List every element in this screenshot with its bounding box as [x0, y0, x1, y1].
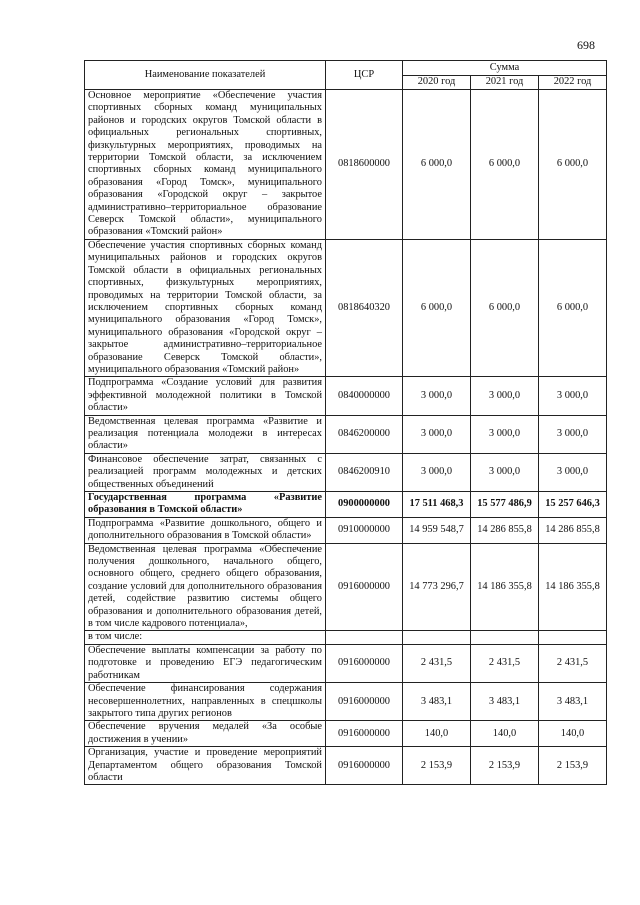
row-value-2021: 140,0 — [471, 721, 539, 747]
row-value-2020 — [403, 631, 471, 644]
row-value-2021: 3 000,0 — [471, 453, 539, 491]
table-row — [85, 644, 607, 682]
row-csr: 0916000000 — [326, 644, 403, 682]
row-name: Обеспечение вручения медалей «За особые достижения в учении» — [85, 721, 326, 747]
row-name: Подпрограмма «Создание условий для развития эффективной молодежной политики в Томской области» — [85, 377, 326, 415]
row-value-2021: 3 483,1 — [471, 683, 539, 721]
row-value-2021: 14 186 355,8 — [471, 543, 539, 631]
row-csr: 0818600000 — [326, 90, 403, 240]
row-name: Организация, участие и проведение мероприятий Департаментом общего образования Томской области — [85, 747, 326, 785]
table-row — [85, 543, 607, 631]
row-csr: 0818640320 — [326, 239, 403, 376]
table-row — [85, 517, 607, 543]
row-value-2020: 140,0 — [403, 721, 471, 747]
row-csr: 0916000000 — [326, 543, 403, 631]
row-name: Основное мероприятие «Обеспечение участия спортивных сборных команд муниципальных районов и городских округов Томской области в официальных региональных спортивных, физкультурных мероприятиях, проводимых на территории Томской области, за исключением спортивных сборных команд муниципального образования «Город Томск», муниципального образования «Городской округ – закрытое административно–территориальное образование Северск Томской области», муниципального образования «Томский район» — [85, 90, 326, 240]
row-value-2022: 6 000,0 — [539, 239, 607, 376]
table-row — [85, 453, 607, 491]
budget-table — [84, 60, 607, 785]
row-value-2021: 2 153,9 — [471, 747, 539, 785]
row-name: Ведомственная целевая программа «Развитие и реализация потенциала молодежи в интересах области» — [85, 415, 326, 453]
row-value-2020: 17 511 468,3 — [403, 492, 471, 518]
table-row — [85, 90, 607, 240]
row-value-2020: 14 959 548,7 — [403, 517, 471, 543]
row-value-2021: 6 000,0 — [471, 90, 539, 240]
row-value-2020: 2 431,5 — [403, 644, 471, 682]
row-csr: 0846200910 — [326, 453, 403, 491]
table-row — [85, 415, 607, 453]
row-value-2022: 3 000,0 — [539, 415, 607, 453]
row-value-2021: 6 000,0 — [471, 239, 539, 376]
row-value-2021: 3 000,0 — [471, 377, 539, 415]
row-value-2021: 15 577 486,9 — [471, 492, 539, 518]
row-value-2021: 3 000,0 — [471, 415, 539, 453]
row-csr: 0910000000 — [326, 517, 403, 543]
header-sum: Сумма — [403, 61, 607, 76]
row-csr: 0840000000 — [326, 377, 403, 415]
row-value-2022: 3 483,1 — [539, 683, 607, 721]
row-csr: 0916000000 — [326, 683, 403, 721]
row-csr: 0916000000 — [326, 721, 403, 747]
row-value-2020: 3 000,0 — [403, 453, 471, 491]
row-value-2020: 14 773 296,7 — [403, 543, 471, 631]
row-value-2020: 6 000,0 — [403, 90, 471, 240]
row-value-2021: 14 286 855,8 — [471, 517, 539, 543]
header-year-2020: 2020 год — [403, 75, 471, 90]
row-csr: 0916000000 — [326, 747, 403, 785]
table-row — [85, 239, 607, 376]
row-name: в том числе: — [85, 631, 326, 644]
row-value-2020: 2 153,9 — [403, 747, 471, 785]
row-value-2022: 3 000,0 — [539, 453, 607, 491]
page-number: 698 — [577, 38, 595, 52]
row-csr: 0900000000 — [326, 492, 403, 518]
row-name: Ведомственная целевая программа «Обеспечение получения дошкольного, начального общего, основного общего, среднего общего образования, создание условий для дополнительного образования детей, содействие развитию системы общего образования и дополнительного образования детей, в том числе кадрового потенциала», — [85, 543, 326, 631]
row-value-2022: 6 000,0 — [539, 90, 607, 240]
row-value-2022: 140,0 — [539, 721, 607, 747]
table-row — [85, 683, 607, 721]
row-value-2022: 3 000,0 — [539, 377, 607, 415]
header-year-2022: 2022 год — [539, 75, 607, 90]
table-row — [85, 492, 607, 518]
row-value-2022 — [539, 631, 607, 644]
row-value-2020: 3 000,0 — [403, 415, 471, 453]
table-header-row — [85, 61, 607, 76]
row-value-2022: 2 153,9 — [539, 747, 607, 785]
row-name: Подпрограмма «Развитие дошкольного, общего и дополнительного образования в Томской области» — [85, 517, 326, 543]
row-name: Государственная программа «Развитие образования в Томской области» — [85, 492, 326, 518]
row-value-2022: 15 257 646,3 — [539, 492, 607, 518]
header-csr: ЦСР — [326, 61, 403, 90]
row-name: Финансовое обеспечение затрат, связанных с реализацией программ молодежных и детских общественных объединений — [85, 453, 326, 491]
row-value-2020: 3 000,0 — [403, 377, 471, 415]
table-row — [85, 631, 607, 644]
row-value-2022: 2 431,5 — [539, 644, 607, 682]
row-name: Обеспечение выплаты компенсации за работу по подготовке и проведению ЕГЭ педагогическим работникам — [85, 644, 326, 682]
table-body — [85, 90, 607, 785]
table-row — [85, 377, 607, 415]
row-value-2021 — [471, 631, 539, 644]
header-name: Наименование показателей — [85, 61, 326, 90]
row-csr — [326, 631, 403, 644]
row-value-2022: 14 186 355,8 — [539, 543, 607, 631]
row-value-2022: 14 286 855,8 — [539, 517, 607, 543]
table-row — [85, 721, 607, 747]
row-csr: 0846200000 — [326, 415, 403, 453]
row-value-2020: 3 483,1 — [403, 683, 471, 721]
table-row — [85, 747, 607, 785]
row-value-2020: 6 000,0 — [403, 239, 471, 376]
row-name: Обеспечение финансирования содержания несовершеннолетних, направленных в спецшколы закрытого типа других регионов — [85, 683, 326, 721]
row-name: Обеспечение участия спортивных сборных команд муниципальных районов и городских округов Томской области в официальных региональных спортивных, физкультурных мероприятиях, проводимых на территории Томской области, за исключением спортивных сборных команд муниципального образования «Город Томск», муниципального образования «Городской округ – закрытое административно–территориальное образование Северск Томской области», муниципального образования «Томский район» — [85, 239, 326, 376]
header-year-2021: 2021 год — [471, 75, 539, 90]
row-value-2021: 2 431,5 — [471, 644, 539, 682]
